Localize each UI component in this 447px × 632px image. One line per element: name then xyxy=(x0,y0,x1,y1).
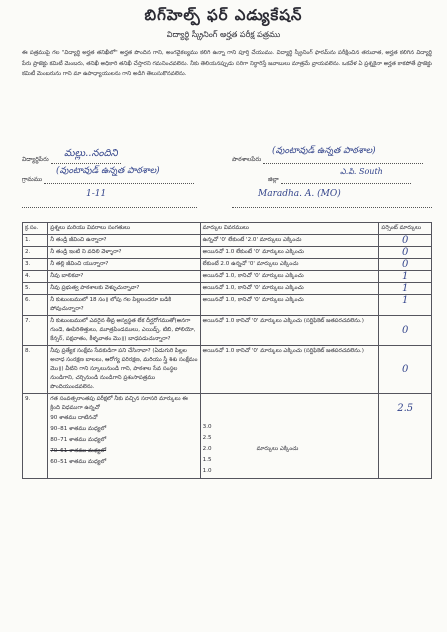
header-question: ప్రశ్నలు మరియు వివరాలు సంగతులు xyxy=(48,223,200,235)
examiner-value: Maradha. A. (MO) xyxy=(258,189,341,199)
row-question: నీ తండ్రి జీవించి ఉన్నారా? xyxy=(48,235,200,247)
examiner-line xyxy=(232,199,432,208)
student-name-value: మల్లు..నందిని xyxy=(64,148,118,159)
row-mark: 1 xyxy=(379,283,432,295)
row-marking: అయినచో 1.0 కానిచో '0' మార్కులు ఎక్కించు (సర్టిఫికెట్ జతపరచవలెను.) xyxy=(200,346,379,394)
table-row xyxy=(23,295,432,316)
row-serial: 2. xyxy=(23,247,48,259)
header-serial: క్ర.సం. xyxy=(23,223,48,235)
row-mark: 0 xyxy=(379,247,432,259)
list-item: 2.0 xyxy=(202,446,212,452)
row-question: నీవు ప్రభుత్వ పాఠశాలకు వెళ్ళుచున్నావా? xyxy=(48,283,200,295)
row-mark: 1 xyxy=(379,271,432,283)
student-name-label: విద్యార్థిపేరు xyxy=(22,156,49,163)
row-question: గత సంవత్సరాంతపు పరీక్షలో నీకు వచ్చిన సరాసరి మార్కులు ఈ క్రింది విధముగా ఉన్నచో xyxy=(50,396,188,411)
screening-questions-table xyxy=(22,222,432,479)
list-item: 60–51 శాతము మధ్యలో xyxy=(50,459,107,465)
table-row xyxy=(23,247,432,259)
row-question: నీ తండ్రి ఇంటి ని వదిలి వెళ్ళారా? xyxy=(48,247,200,259)
table-header-row xyxy=(23,223,432,235)
table-row xyxy=(23,394,432,479)
row-question: నీవు బాలికవా? xyxy=(48,271,200,283)
village-value: (వుంటావుడ్ ఉన్నత పాఠశాల) xyxy=(56,166,160,176)
table-row xyxy=(23,316,432,346)
row-mark: 0 xyxy=(379,259,432,271)
row-marking: ఉన్నచో '0' లేకుంటే '2.0' మార్కులు ఎక్కించు xyxy=(200,235,379,247)
row-marking: అయినచో 1.0, కానిచో '0' మార్కులు ఎక్కించు xyxy=(200,295,379,316)
school-name-value: (వుంటావుడ్ ఉన్నత పాఠశాల) xyxy=(272,146,376,156)
row-serial: 1. xyxy=(23,235,48,247)
table-row xyxy=(23,259,432,271)
row-serial: 9. xyxy=(23,394,48,479)
list-item: 90 శాతము దాటినచో xyxy=(50,415,98,421)
row-marking: అయినచో 1.0 లేకుంటే '0' మార్కులు ఎక్కించు xyxy=(200,247,379,259)
row-marking-grades xyxy=(200,394,379,479)
form-subtitle: విద్యార్థి స్క్రీనింగ్ అర్హత పరీక్ష పత్రము xyxy=(166,30,281,39)
table-row xyxy=(23,283,432,295)
table-row xyxy=(23,346,432,394)
school-name-label: పాఠశాలపేరు xyxy=(232,156,262,163)
list-item: 80–71 శాతము మధ్యలో xyxy=(50,437,107,443)
row-mark: 0 xyxy=(379,346,432,394)
row-question: నీ తల్లి జీవించి యున్నారా? xyxy=(48,259,200,271)
date-field xyxy=(22,199,197,208)
row-mark: 0 xyxy=(379,316,432,346)
district-value: ఎ.పి. South xyxy=(340,167,383,176)
row-mark: 1 xyxy=(379,295,432,316)
header-marking: మార్కుల వివరములు xyxy=(200,223,379,235)
row-mark: 0 xyxy=(379,235,432,247)
row-question: నీ కుటుంబములో 18 సం॥ లోపు గల పిల్లలందరూ బడికి పోవుచున్నారా? xyxy=(48,295,200,316)
date-value: 1-11 xyxy=(86,189,107,199)
list-item: 1.5 xyxy=(202,457,212,463)
date-line xyxy=(22,199,197,208)
village-label: గ్రామము xyxy=(22,176,43,183)
list-item: 1.0 xyxy=(202,468,212,474)
row-marking: అయినచో 1.0 కానిచో '0' మార్కులు ఎక్కించు (సర్టిఫికెట్ జతపరచవలెను.) xyxy=(200,316,379,346)
row-marking: అయినచో 1.0, కానిచో '0' మార్కులు ఎక్కించు xyxy=(200,271,379,283)
row-question: నీ కుటుంబములో ఎవరైన తీవ్ర అస్వస్థత లేక దీర్ఘరోగముతో(అనగా గుండె, ఊపిరితిత్తులు, మూత్రపిండములు, ఎయిడ్స్, టిబి, పోలియో, కేన్సర్, పక్షవాతం, కీళ్ళవాతం మొ॥) బాధపడుచున్నారా? xyxy=(48,316,200,346)
district-label: జిల్లా xyxy=(268,176,279,183)
list-item: 90–81 శాతము మధ్యలో xyxy=(50,426,107,432)
row-serial: 4. xyxy=(23,271,48,283)
row-question-grades xyxy=(48,394,200,479)
header-marks: పర్సెంట్ మార్కులు xyxy=(379,223,432,235)
row-serial: 3. xyxy=(23,259,48,271)
list-item: 2.5 xyxy=(202,435,212,441)
grade-score-list xyxy=(203,422,243,477)
row-marking: లేకుంటే 2.0 ఉన్నచో '0' మార్కులు ఎక్కించు xyxy=(200,259,379,271)
form-title: బిగ్‌హెల్ప్ ఫర్ ఎడ్యుకేషన్ xyxy=(144,6,303,24)
list-item: 3.0 xyxy=(202,424,212,430)
row-serial: 6. xyxy=(23,295,48,316)
table-row xyxy=(23,235,432,247)
grade-score-block xyxy=(203,422,377,477)
row-question: నీవు ప్రత్యేక సంక్షేమ సేవకుడిగా పని చేసినావా? (ఏడుగురి పిల్లల అనాధ సంరక్షణ బాలలు, ఆరోగ్య పరిరక్షణ, మరియు స్త్రీ శిశు సంక్షేమం మొ॥) వీటిని గాని స్కూలునుండి గాని, పాఠశాల సేవ సంస్థల నుండిగాని, చర్చినుండి నుండిగాని ప్రశంసాపత్రము పొందియుండవలెను. xyxy=(48,346,200,394)
row-marking: అయినచో 1.0, కానిచో '0' మార్కులు ఎక్కించు xyxy=(200,283,379,295)
grades-spacer xyxy=(203,395,377,422)
row-mark: 2.5 xyxy=(379,394,432,479)
table-row xyxy=(23,271,432,283)
grade-score-note: మార్కులు ఎక్కించు xyxy=(256,446,299,452)
examiner-field xyxy=(232,199,432,208)
row-serial: 7. xyxy=(23,316,48,346)
grade-range-list xyxy=(50,413,197,468)
row-serial: 5. xyxy=(23,283,48,295)
list-item: 70–61 శాతము మధ్యలో xyxy=(50,448,107,454)
instructions-paragraph: ఈ పత్రముపై గల "విద్యార్థి అర్హత తనిఖీలో" అర్హత పొందిన గాని, అంగవైకల్యము కలిగి ఉన్నా గాని పూర్తి చేయుము. విద్యార్థి స్క్రీనింగ్ ఫారమ్‌ను పరీక్షించిన తరువాత, అర్హత కలిగిన విద్యార్థి పేరు ప్రాజెక్టు కమిటీ మెంబరు, తనిఖీ అధికారి తనిఖీ చేస్తారని గమనించవలెను. నీకు తెలియనప్పుడు సరిగా నిర్ధారిస్తే జవాబులు మాత్రమే వ్రాయవలెను. ఒకవేళ ఏ ప్రశ్నకైనా అర్హత కాకపోతే ప్రాజెక్టు కమిటీ మెంబరును గాని మా ఉపాధ్యాయులను గాని అడిగి తెలుసుకొనవలెను. xyxy=(22,50,432,78)
row-serial: 8. xyxy=(23,346,48,394)
